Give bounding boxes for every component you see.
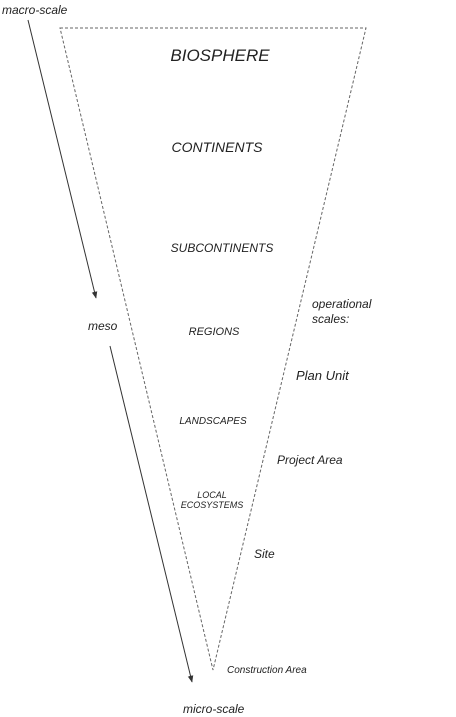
meso-label: meso	[88, 319, 118, 333]
level-biosphere: BIOSPHERE	[170, 46, 270, 65]
level-subcontinents: SUBCONTINENTS	[170, 241, 274, 255]
level-continents: CONTINENTS	[171, 139, 263, 155]
operational-heading-line1: operational	[312, 297, 372, 311]
macro-scale-label: macro-scale	[2, 3, 68, 17]
op-scale-plan-unit: Plan Unit	[296, 368, 349, 383]
level-landscapes: LANDSCAPES	[179, 416, 247, 427]
op-scale-project-area: Project Area	[277, 453, 343, 467]
level-regions: REGIONS	[188, 326, 240, 338]
level-local-ecosystems-line2: ECOSYSTEMS	[180, 500, 244, 510]
operational-scales-heading	[312, 297, 371, 327]
op-scale-construction-area: Construction Area	[227, 665, 307, 676]
level-local-ecosystems	[181, 490, 244, 510]
micro-scale-label: micro-scale	[183, 702, 245, 716]
meso-to-micro-arrow	[110, 346, 192, 682]
operational-heading-line2: scales:	[312, 312, 350, 326]
inverted-scale-triangle	[60, 28, 366, 670]
level-local-ecosystems-line1: LOCAL	[197, 490, 227, 500]
macro-to-meso-arrow	[28, 20, 96, 298]
op-scale-site: Site	[254, 547, 275, 561]
